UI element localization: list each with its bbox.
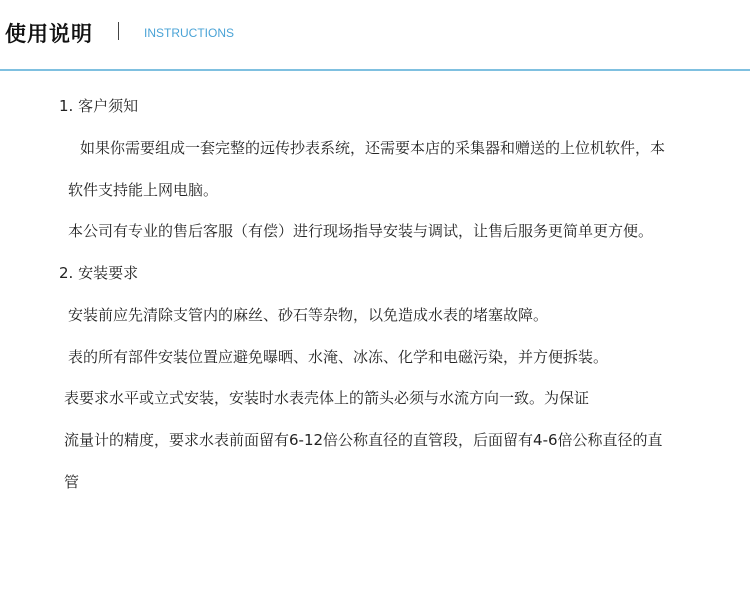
section-2-paragraph-2: 表的所有部件安装位置应避免曝晒、水淹、冰冻、化学和电磁污染，并方便拆装。 (68, 348, 609, 366)
section-1-paragraph-1-line-2: 软件支持能上网电脑。 (68, 181, 219, 199)
page-title: 使用说明 (5, 22, 93, 46)
title-separator (118, 22, 119, 40)
section-1-heading: 1. 客户须知 (59, 97, 139, 115)
section-2-paragraph-3-line-1: 表要求水平或立式安装，安装时水表壳体上的箭头必须与水流方向一致。为保证 (64, 389, 590, 407)
section-1-paragraph-2: 本公司有专业的售后客服（有偿）进行现场指导安装与调试，让售后服务更简单更方便。 (68, 222, 654, 240)
header-divider (0, 69, 750, 71)
section-2-paragraph-3-line-2: 流量计的精度，要求水表前面留有6-12倍公称直径的直管段，后面留有4-6倍公称直径的直 (64, 431, 663, 449)
section-2-heading: 2. 安装要求 (59, 264, 139, 282)
section-2-paragraph-3-line-3: 管 (64, 473, 80, 491)
section-1-paragraph-1-line-1: 如果你需要组成一套完整的远传抄表系统，还需要本店的采集器和赠送的上位机软件，本 (80, 139, 666, 157)
page-subtitle: INSTRUCTIONS (144, 26, 234, 40)
section-2-paragraph-1: 安装前应先清除支管内的麻丝、砂石等杂物，以免造成水表的堵塞故障。 (68, 306, 549, 324)
page-header (0, 0, 750, 70)
